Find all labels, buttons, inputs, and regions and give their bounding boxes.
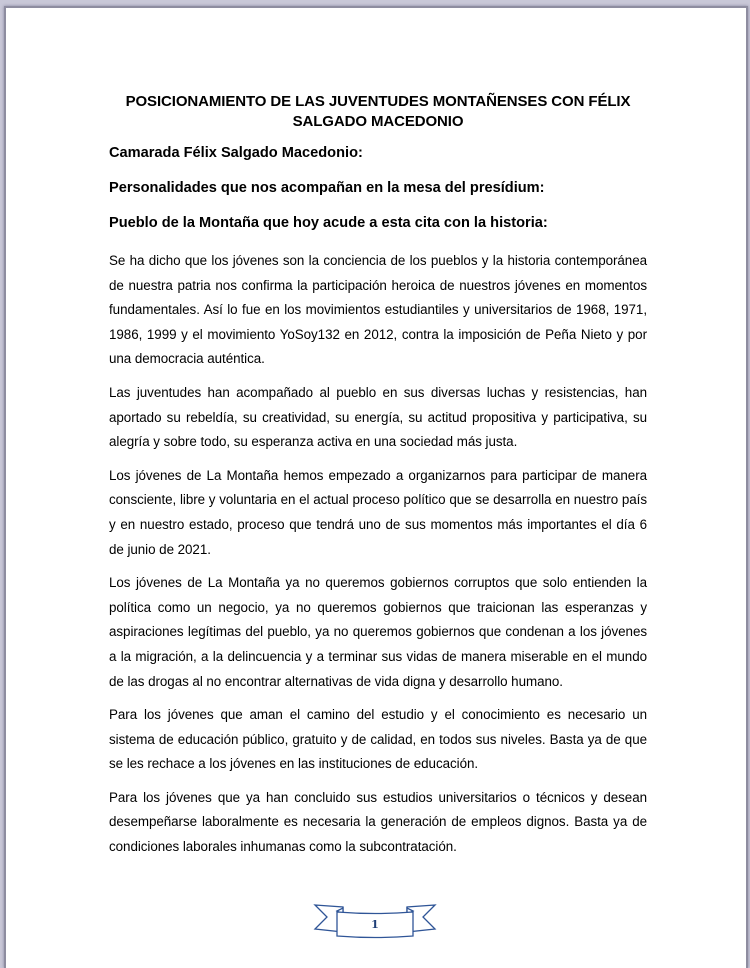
document-title: POSICIONAMIENTO DE LAS JUVENTUDES MONTAÑENSES CON FÉLIX SALGADO MACEDONIO — [125, 93, 631, 130]
salutation-comrade: Camarada Félix Salgado Macedonio: — [109, 145, 363, 161]
paragraph: Las juventudes han acompañado al pueblo en sus diversas luchas y resistencias, han aportado su rebeldía, su creatividad, su energía, su actitud propositiva y participativa, su alegría y sobre todo, su esperanza activa en una sociedad más justa. — [109, 384, 647, 450]
salutation-people: Pueblo de la Montaña que hoy acude a esta cita con la historia: — [109, 215, 548, 231]
paragraph: Para los jóvenes que aman el camino del estudio y el conocimiento es necesario un sistema de educación público, gratuito y de calidad, en todos sus niveles. Basta ya de que se les rechace a los jóvenes en las instituciones de educación. — [109, 707, 647, 772]
paragraph: Los jóvenes de La Montaña ya no queremos gobiernos corruptos que solo entienden la política como un negocio, ya no queremos gobiernos que traicionan las esperanzas y aspiraciones legítimas del pueblo, ya no queremos gobiernos que condenan a los jóvenes a la migración, a la delincuencia y a terminar sus vidas de manera miserable en el mundo de las drogas al no encontrar alternativas de vida digna y desarrollo humano. — [109, 575, 647, 689]
paragraph: Para los jóvenes que ya han concluido sus estudios universitarios o técnicos y desean desempeñarse laboralmente es necesaria la generación de empleos dignos. Basta ya de condiciones laborales inhumanas como la subcontratación. — [109, 789, 647, 855]
document-page — [4, 6, 748, 968]
page-number-badge — [313, 902, 437, 942]
paragraph: Se ha dicho que los jóvenes son la conciencia de los pueblos y la historia contemporánea de nuestra patria nos confirma la participación heroica de nuestros jóvenes en momentos fundamentales. Así lo fue en los movimientos estudiantiles y universitarios de 1968, 1971, 1986, 1999 y el movimiento YoSoy132 en 2012, contra la imposición de Peña Nieto y por una democracia auténtica. — [109, 253, 647, 367]
paragraph: Los jóvenes de La Montaña hemos empezado a organizarnos para participar de manera consciente, libre y voluntaria en el actual proceso político que se desarrolla en nuestro país y en nuestro estado, proceso que tendrá uno de sus momentos más importantes el día 6 de junio de 2021. — [109, 467, 647, 557]
document-body — [109, 92, 647, 869]
salutation-presidium: Personalidades que nos acompañan en la mesa del presídium: — [109, 180, 545, 196]
page-number: 1 — [371, 918, 379, 931]
